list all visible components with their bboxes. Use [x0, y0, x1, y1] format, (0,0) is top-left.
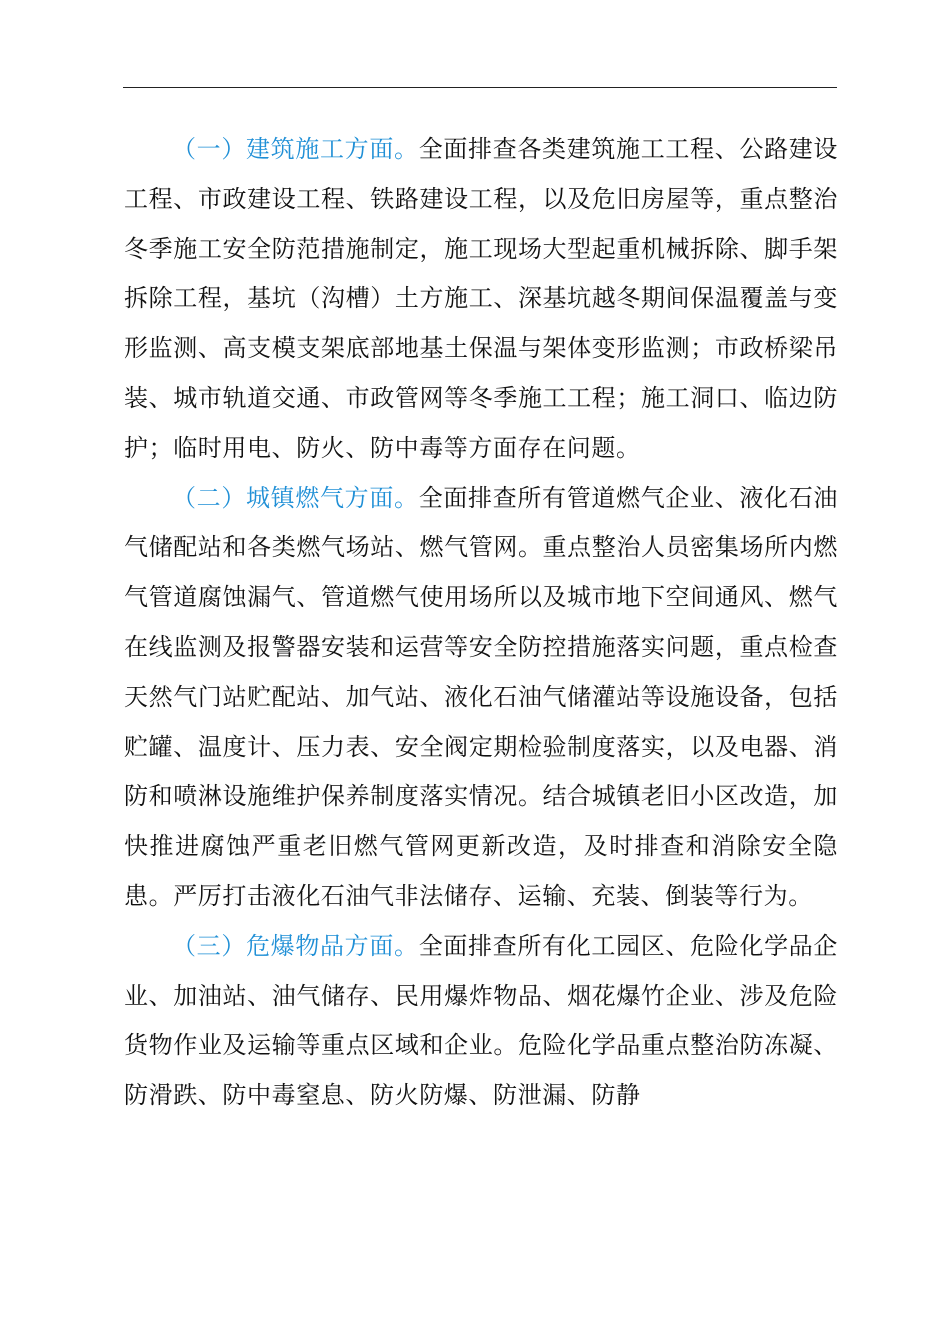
section-construction [124, 125, 838, 474]
section-heading: （二）城镇燃气方面。 [172, 483, 419, 512]
header-rule [123, 87, 837, 88]
section-heading: （一）建筑施工方面。 [172, 135, 419, 163]
section-text: 全面排查各类建筑施工工程、公路建设工程、市政建设工程、铁路建设工程，以及危旧房屋等，重点整治冬季施工安全防范措施制定，施工现场大型起重机械拆除、脚手架拆除工程，基坑（沟槽）土方施工、深基坑越冬期间保温覆盖与变形监测、高支模支架底部地基土保温与架体变形监测；市政桥梁吊装、城市轨道交通、市政管网等冬季施工工程；施工洞口、临边防护；临时用电、防火、防中毒等方面存在问题。 [124, 135, 839, 462]
section-text: 全面排查所有管道燃气企业、液化石油气储配站和各类燃气场站、燃气管网。重点整治人员密集场所内燃气管道腐蚀漏气、管道燃气使用场所以及城市地下空间通风、燃气在线监测及报警器安装和运营等安全防控措施落实问题，重点检查天然气门站贮配站、加气站、液化石油气储灌站等设施设备，包括贮罐、温度计、压力表、安全阀定期检验制度落实，以及电器、消防和喷淋设施维护保养制度落实情况。结合城镇老旧小区改造，加快推进腐蚀严重老旧燃气管网更新改造，及时排查和消除安全隐患。严厉打击液化石油气非法储存、运输、充装、倒装等行为。 [124, 483, 839, 910]
document-body [124, 125, 838, 1121]
section-gas [124, 474, 838, 922]
section-text: 全面排查所有化工园区、危险化学品企业、加油站、油气储存、民用爆炸物品、烟花爆竹企业、涉及危险货物作业及运输等重点区域和企业。危险化学品重点整治防冻凝、防滑跌、防中毒窒息、防火防爆、防泄漏、防静 [124, 931, 839, 1110]
section-heading: （三）危爆物品方面。 [172, 931, 419, 960]
section-hazardous [124, 922, 838, 1121]
